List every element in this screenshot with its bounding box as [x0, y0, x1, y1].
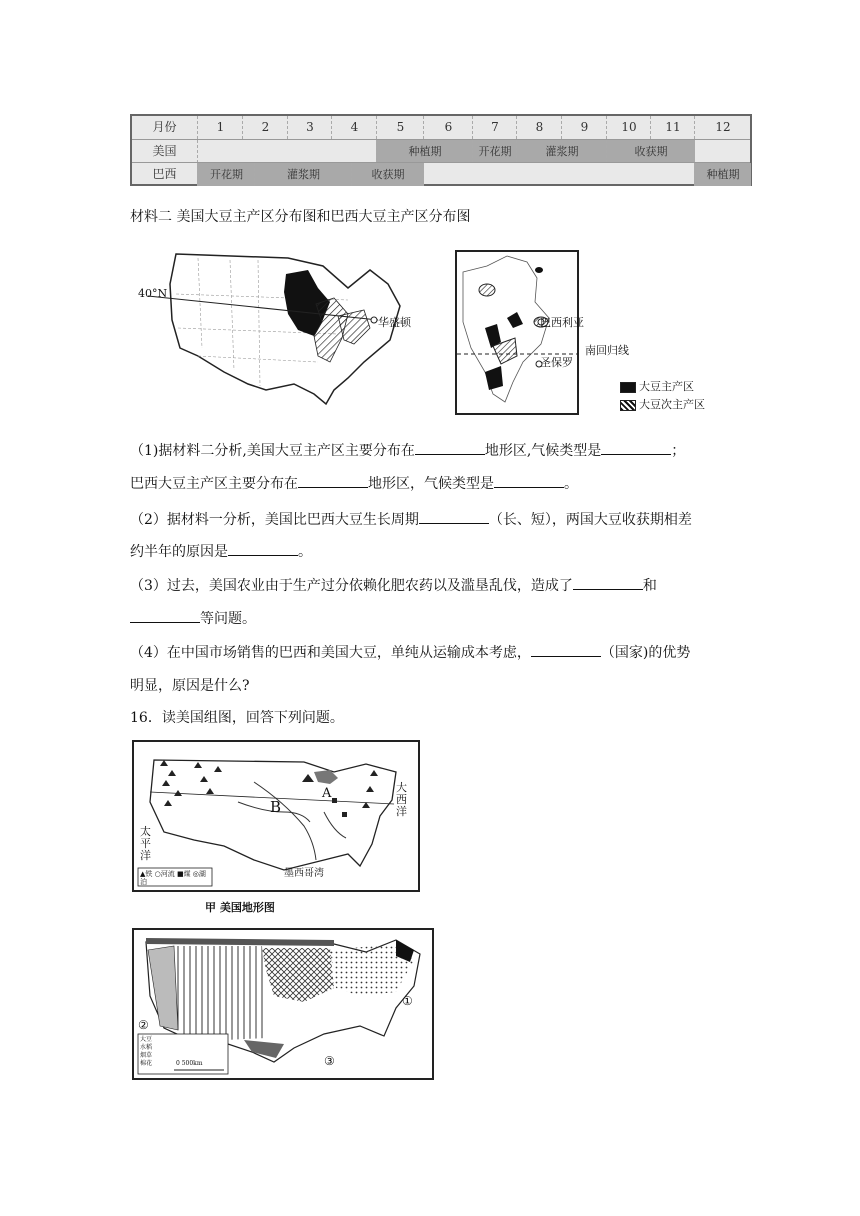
terrain-legend: ▲铁 ○河流 ■煤 ◎湖泊 [140, 870, 206, 886]
label-b: B [270, 798, 282, 816]
q2-text-d: 。 [298, 544, 312, 560]
brazil-phase-filling: 灌浆期 [254, 163, 352, 186]
brazil-map-graphic [457, 252, 577, 413]
usa-row-label: 美国 [152, 144, 177, 158]
month-cell: 4 [331, 116, 377, 139]
answer-blank[interactable] [531, 642, 601, 657]
latitude-40n-label: 40°N [138, 287, 168, 300]
usa-map-graphic [138, 244, 438, 416]
pacific-label: 太平洋 [140, 825, 151, 862]
question-3-line-2 [130, 608, 256, 629]
q3-text-b: 和 [642, 578, 657, 594]
answer-blank[interactable] [228, 541, 298, 556]
question-2-line-1 [130, 509, 692, 530]
month-cell: 1 [197, 116, 243, 139]
q1-text-a: （1)据材料二分析,美国大豆主产区主要分布在 [130, 443, 415, 459]
usa-phase-harvest: 收获期 [606, 140, 695, 163]
usa-terrain-map [132, 740, 420, 892]
month-cell: 12 [694, 116, 751, 139]
q4-text-a: （4）在中国市场销售的巴西和美国大豆，单纯从运输成本考虑， [130, 645, 531, 661]
brazil-phase-flowering: 开花期 [197, 163, 255, 186]
q4-text-b: （国家)的优势 [600, 645, 691, 661]
legend-main-label: 大豆主产区 [639, 380, 694, 393]
usa-phase-filling: 灌浆期 [516, 140, 607, 163]
legend-secondary-label: 大豆次主产区 [639, 398, 705, 411]
terrain-map-caption: 甲 美国地形图 [205, 901, 275, 914]
tropic-capricorn-label: 南回归线 [585, 344, 629, 357]
sao-paulo-label: 圣保罗 [540, 356, 573, 369]
answer-blank[interactable] [298, 473, 368, 488]
usa-agriculture-map [132, 928, 434, 1080]
calendar-month-row [132, 116, 750, 139]
month-cell: 3 [287, 116, 332, 139]
q3-text-a: （3）过去，美国农业由于生产过分依赖化肥农药以及滥垦乱伐，造成了 [130, 578, 573, 594]
month-cell: 11 [650, 116, 695, 139]
answer-blank[interactable] [494, 473, 564, 488]
terrain-map-graphic [134, 742, 418, 890]
question-4-line-2: 明显，原因是什么? [130, 678, 250, 694]
month-cell: 9 [561, 116, 607, 139]
answer-blank[interactable] [130, 608, 200, 623]
legend-cotton: 棉花 [140, 1060, 153, 1067]
legend-main-area [620, 378, 694, 394]
month-cell: 5 [376, 116, 424, 139]
q1-text-e: 地形区，气候类型是 [368, 476, 494, 492]
legend-rice: 水稻 [140, 1044, 153, 1051]
q1-text-c: ； [671, 443, 686, 459]
calendar-brazil-row [132, 162, 750, 186]
question-16-heading: 16．读美国组图，回答下列问题。 [130, 710, 344, 726]
calendar-usa-row [132, 139, 750, 163]
month-cell: 8 [516, 116, 562, 139]
brazil-phase-planting: 种植期 [694, 163, 751, 186]
region-1-label: ① [402, 994, 413, 1008]
gulf-mexico-label: 墨西哥湾 [284, 868, 324, 879]
material2-title: 材料二 美国大豆主产区分布图和巴西大豆主产区分布图 [130, 209, 471, 225]
question-2-line-2 [130, 541, 312, 562]
brazil-soybean-map [455, 250, 579, 415]
q3-text-c: 等问题。 [200, 611, 256, 627]
month-cell: 6 [423, 116, 473, 139]
legend-main-swatch [620, 382, 636, 393]
brazil-row-label: 巴西 [152, 167, 177, 181]
q1-text-b: 地形区,气候类型是 [484, 443, 602, 459]
question-4-line-1 [130, 642, 690, 663]
calendar-header-label: 月份 [152, 120, 177, 134]
legend-secondary-area [620, 396, 705, 412]
usa-phase-flowering: 开花期 [472, 140, 517, 163]
brazil-phase-harvest: 收获期 [351, 163, 424, 186]
question-1-line-2 [130, 473, 578, 494]
growth-calendar-table [130, 114, 752, 186]
empty-cell [423, 163, 695, 186]
month-cell: 10 [606, 116, 651, 139]
empty-cell [197, 140, 377, 163]
month-cell: 7 [472, 116, 517, 139]
region-2-label: ② [138, 1018, 149, 1032]
q1-text-f: 。 [564, 476, 578, 492]
question-3-line-1 [130, 575, 657, 596]
legend-secondary-swatch [620, 400, 636, 411]
agriculture-legend [140, 1036, 174, 1068]
q2-text-a: （2）据材料一分析，美国比巴西大豆生长周期 [130, 512, 419, 528]
q2-text-b: （长、短），两国大豆收获期相差 [488, 512, 692, 528]
agriculture-map-graphic [134, 930, 432, 1078]
label-a: A [322, 786, 332, 801]
answer-blank[interactable] [419, 509, 489, 524]
answer-blank[interactable] [601, 440, 671, 455]
atlantic-label: 大西洋 [396, 781, 407, 818]
brasilia-label: 巴西利亚 [540, 316, 584, 329]
answer-blank[interactable] [573, 575, 643, 590]
legend-tobacco: 烟草 [140, 1052, 153, 1059]
answer-blank[interactable] [415, 440, 485, 455]
legend-soybean: 大豆 [140, 1036, 153, 1043]
region-3-label: ③ [324, 1054, 335, 1068]
question-1-line-1 [130, 440, 685, 461]
month-cell: 2 [242, 116, 288, 139]
usa-phase-planting: 种植期 [376, 140, 473, 163]
q2-text-c: 约半年的原因是 [130, 544, 228, 560]
scale-bar-label: 0 500km [176, 1060, 203, 1067]
usa-soybean-map [138, 244, 438, 416]
washington-label: 华盛顿 [378, 316, 411, 329]
q1-text-d: 巴西大豆主产区主要分布在 [130, 476, 298, 492]
